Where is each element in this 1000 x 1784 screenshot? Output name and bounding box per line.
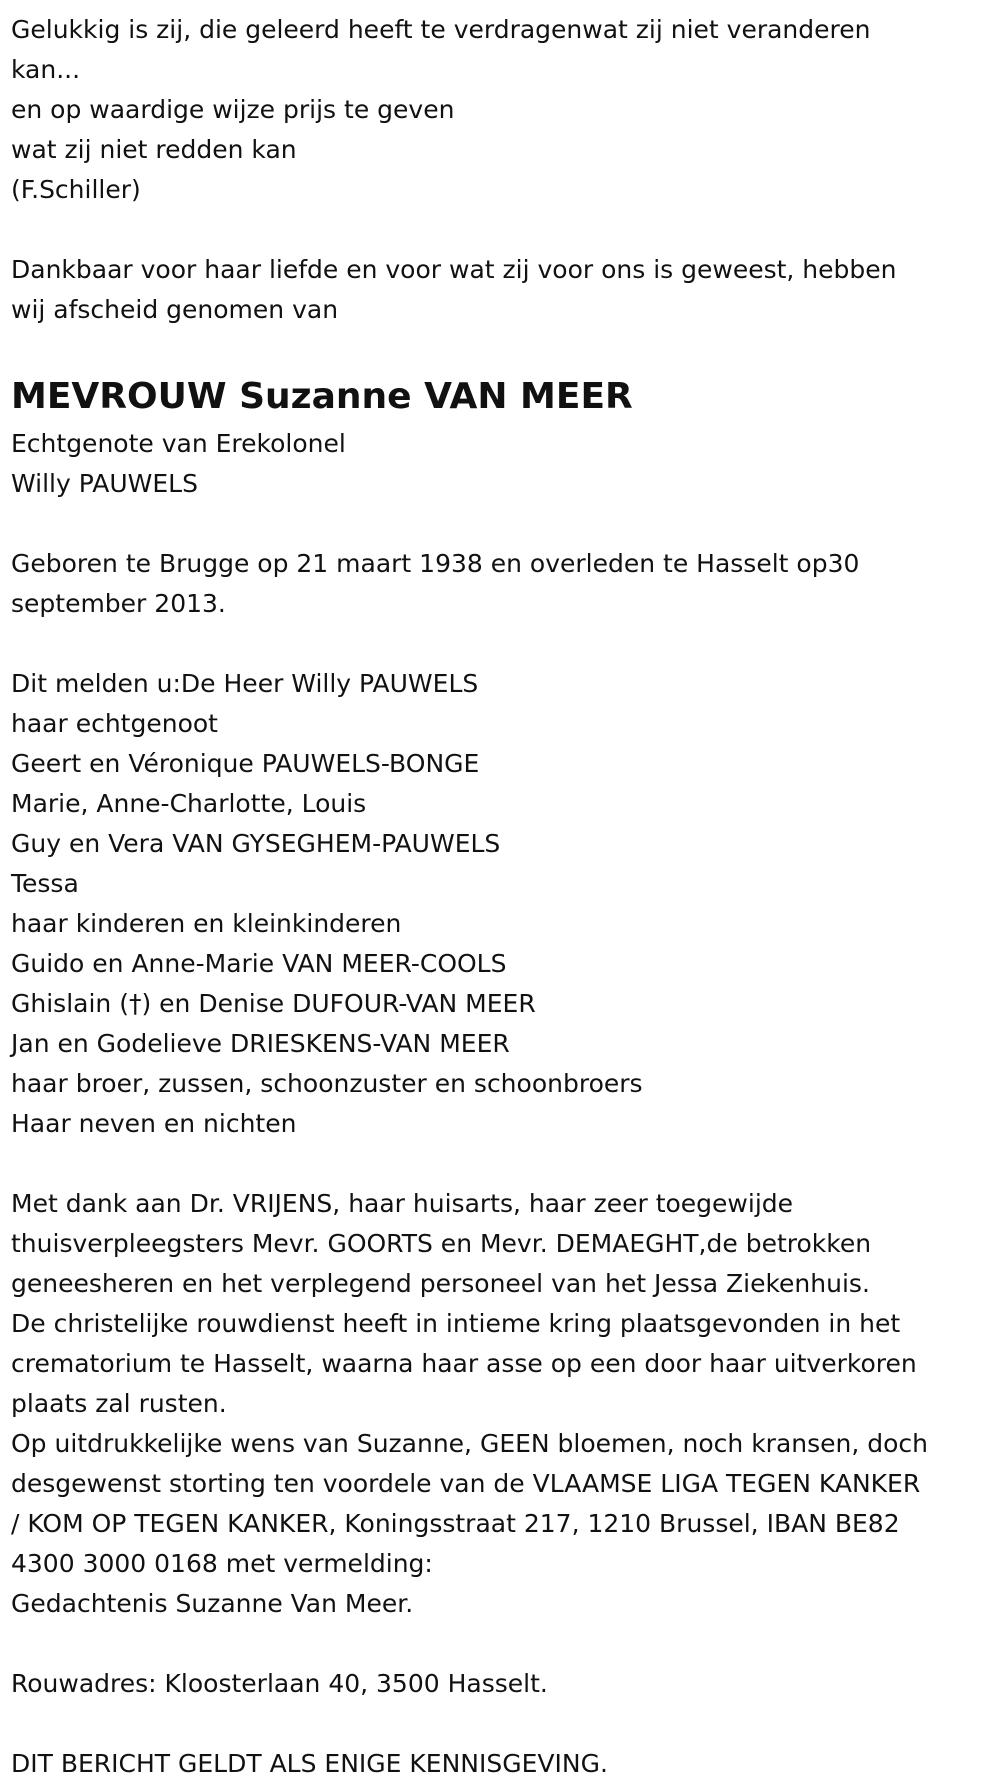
thanks-line: Op uitdrukkelijke wens van Suzanne, GEEN bloemen, noch kransen, doch <box>11 1429 929 1458</box>
poem-line: en op waardige wijze prijs te geven <box>11 95 455 124</box>
intro-line: wij afscheid genomen van <box>11 295 339 324</box>
family-line: Guido en Anne-Marie VAN MEER-COOLS <box>11 949 507 978</box>
family-line: Geert en Véronique PAUWELS-BONGE <box>11 749 480 778</box>
poem-section <box>11 10 990 210</box>
family-line: Dit melden u:De Heer Willy PAUWELS <box>11 669 479 698</box>
thanks-line: crematorium te Hasselt, waarna haar asse op een door haar uitverkoren <box>11 1349 917 1378</box>
dates-line: september 2013. <box>11 589 226 618</box>
notice-statement: DIT BERICHT GELDT ALS ENIGE KENNISGEVING. <box>11 1749 608 1778</box>
family-section <box>11 664 990 1144</box>
thanks-line: plaats zal rusten. <box>11 1389 227 1418</box>
intro-section <box>11 250 990 330</box>
family-line: haar echtgenoot <box>11 709 218 738</box>
spacer <box>11 1704 990 1744</box>
thanks-section <box>11 1184 990 1624</box>
family-line: Jan en Godelieve DRIESKENS-VAN MEER <box>11 1029 510 1058</box>
family-line: Marie, Anne-Charlotte, Louis <box>11 789 367 818</box>
deceased-section <box>11 373 990 504</box>
deceased-title: Echtgenote van Erekolonel <box>11 429 346 458</box>
dates-section <box>11 544 990 624</box>
intro-line: Dankbaar voor haar liefde en voor wat zij voor ons is geweest, hebben <box>11 255 897 284</box>
spacer <box>11 210 990 250</box>
spacer <box>11 330 990 377</box>
deceased-title: Willy PAUWELS <box>11 469 198 498</box>
family-line: Haar neven en nichten <box>11 1109 297 1138</box>
spacer <box>11 504 990 544</box>
family-line: haar kinderen en kleinkinderen <box>11 909 402 938</box>
family-line: Ghislain (†) en Denise DUFOUR-VAN MEER <box>11 989 536 1018</box>
thanks-line: thuisverpleegsters Mevr. GOORTS en Mevr. DEMAEGHT,de betrokken <box>11 1229 872 1258</box>
thanks-line: Gedachtenis Suzanne Van Meer. <box>11 1589 414 1618</box>
family-line: Tessa <box>11 869 79 898</box>
thanks-line: desgewenst storting ten voordele van de VLAAMSE LIGA TEGEN KANKER <box>11 1469 921 1498</box>
deceased-name: MEVROUW Suzanne VAN MEER <box>11 376 633 417</box>
thanks-line: 4300 3000 0168 met vermelding: <box>11 1549 433 1578</box>
family-line: Guy en Vera VAN GYSEGHEM-PAUWELS <box>11 829 501 858</box>
family-line: haar broer, zussen, schoonzuster en schoonbroers <box>11 1069 643 1098</box>
poem-line: kan... <box>11 55 81 84</box>
spacer <box>11 1144 990 1184</box>
poem-line: Gelukkig is zij, die geleerd heeft te verdragenwat zij niet veranderen <box>11 15 871 44</box>
thanks-line: / KOM OP TEGEN KANKER, Koningsstraat 217, 1210 Brussel, IBAN BE82 <box>11 1509 900 1538</box>
spacer <box>11 1624 990 1664</box>
poem-author: (F.Schiller) <box>11 175 141 204</box>
mourning-address: Rouwadres: Kloosterlaan 40, 3500 Hasselt. <box>11 1669 548 1698</box>
poem-line: wat zij niet redden kan <box>11 135 297 164</box>
dates-line: Geboren te Brugge op 21 maart 1938 en overleden te Hasselt op30 <box>11 549 860 578</box>
thanks-line: De christelijke rouwdienst heeft in intieme kring plaatsgevonden in het <box>11 1309 901 1338</box>
thanks-line: geneesheren en het verplegend personeel van het Jessa Ziekenhuis. <box>11 1269 870 1298</box>
thanks-line: Met dank aan Dr. VRIJENS, haar huisarts, haar zeer toegewijde <box>11 1189 794 1218</box>
spacer <box>11 624 990 664</box>
